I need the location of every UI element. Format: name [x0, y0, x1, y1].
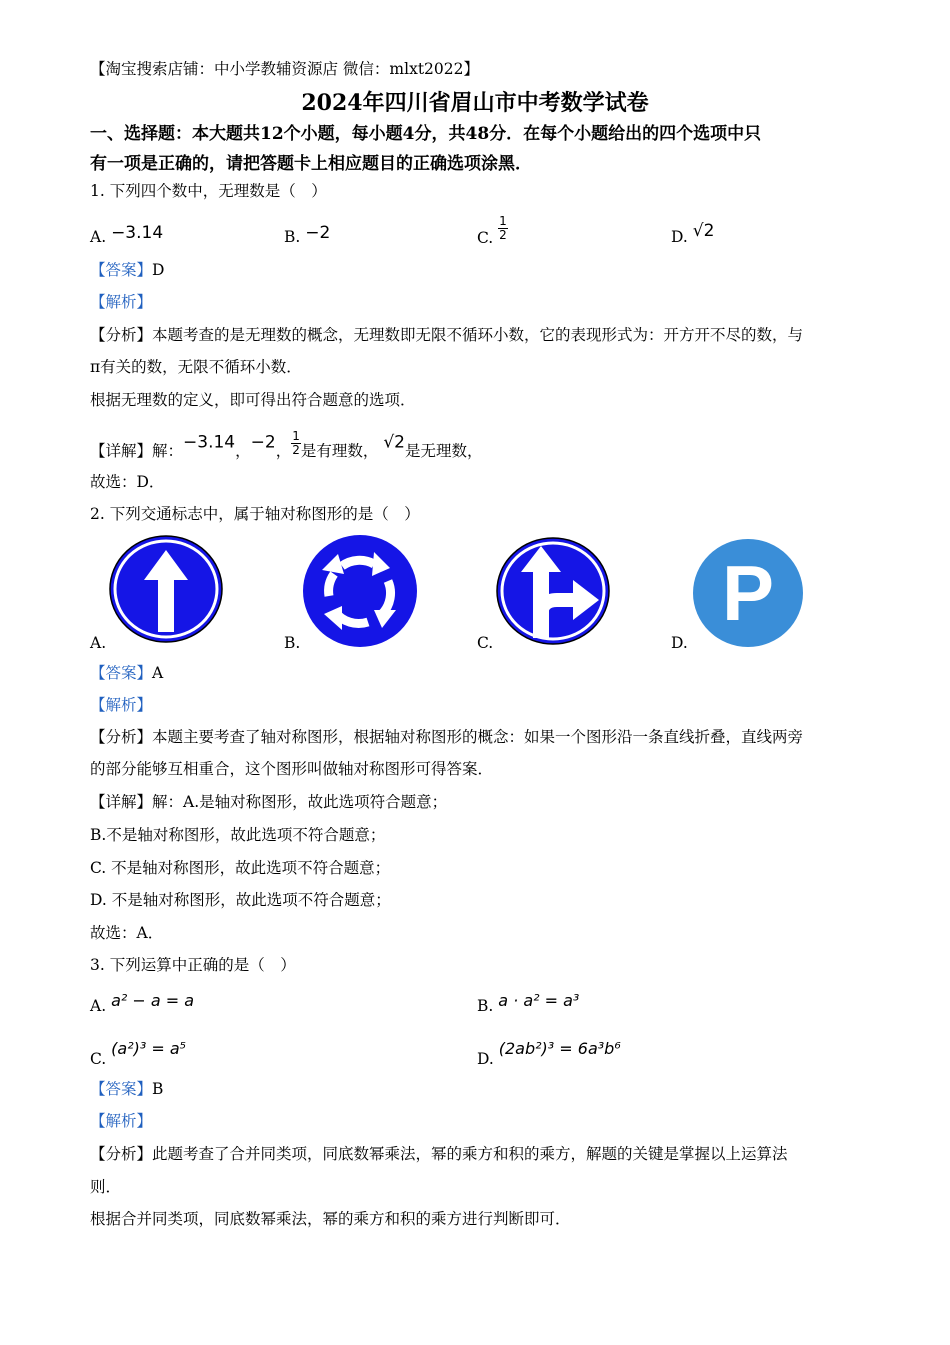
q3-fenxi-line2: 则．: [90, 1178, 122, 1196]
detail-value-2: −2: [250, 432, 276, 453]
option-expr: a² − a = a: [111, 991, 195, 1010]
fraction-numerator: 1: [292, 429, 300, 443]
option-expr: (a²)³ = a⁵: [111, 1039, 187, 1058]
sign-background: [303, 535, 417, 647]
option-value: √2: [692, 221, 715, 241]
fenxi-tag: 【分析】: [90, 326, 153, 344]
fraction: [498, 215, 508, 242]
q2-fenxi-line1: [90, 726, 803, 748]
detail-tag: 【详解】: [90, 441, 153, 460]
fraction-denominator: 2: [499, 228, 507, 242]
q2-option-a-label: A.: [90, 634, 107, 652]
q3-answer: [90, 1078, 163, 1100]
q3-fenxi-line3: 根据合并同类项，同底数幂乘法，幂的乘方和积的乘方进行判断即可．: [90, 1210, 571, 1228]
answer-value: D: [152, 261, 165, 279]
fraction-numerator: 1: [499, 214, 507, 228]
detail-tag: 【详解】: [90, 793, 153, 811]
answer-value: B: [152, 1080, 164, 1098]
q1-option-a: [90, 223, 164, 248]
q3-option-c: [90, 1039, 187, 1070]
option-expr: (2ab²)³ = 6a³b⁶: [498, 1039, 621, 1058]
q2-option-d-label: D.: [671, 634, 688, 652]
q2-choose: 故选：A．: [90, 924, 164, 942]
q1-option-d: [671, 221, 715, 248]
option-label: C.: [477, 228, 494, 247]
option-label: C.: [90, 1050, 107, 1068]
answer-tag: 【答案】: [90, 261, 153, 279]
option-label: D.: [671, 228, 688, 246]
detail-text: 解：A.是轴对称图形，故此选项符合题意；: [152, 793, 448, 811]
option-label: A.: [90, 228, 107, 246]
q1-fenxi-line1: [90, 324, 803, 346]
q1-option-b: [284, 223, 331, 248]
fenxi-tag: 【分析】: [90, 1145, 153, 1163]
option-value: −2: [305, 223, 331, 243]
straight-or-right-sign-icon: [495, 536, 611, 646]
q2-analysis-tag: 【解析】: [90, 696, 153, 714]
fenxi-text: 此题考查了合并同类项，同底数幂乘法，幂的乘方和积的乘方，解题的关键是掌握以上运算法: [152, 1145, 788, 1163]
q2-option-b-label: B.: [284, 634, 301, 652]
q2-stem: 2. 下列交通标志中，属于轴对称图形的是（ ）: [90, 505, 420, 523]
option-label: B.: [477, 997, 494, 1015]
fenxi-text: 本题考查的是无理数的概念，无理数即无限不循环小数，它的表现形式为：开方开不尽的数，与: [152, 326, 804, 344]
option-expr: a · a² = a³: [498, 991, 580, 1010]
sign-background: [497, 538, 609, 644]
section-heading-line1: 一、选择题：本大题共12个小题，每小题4分，共48分．在每个小题给出的四个选项中只: [90, 124, 762, 144]
parking-letter: P: [721, 549, 775, 637]
detail-prefix: 解：: [152, 441, 184, 460]
q1-stem: 1. 下列四个数中，无理数是（ ）: [90, 182, 327, 200]
q2-answer: [90, 662, 163, 684]
page-title: 2024年四川省眉山市中考数学试卷: [301, 90, 649, 116]
answer-tag: 【答案】: [90, 664, 153, 682]
q1-choose: 故选：D．: [90, 473, 165, 491]
q2-fenxi-line2: 的部分能够互相重合，这个图形叫做轴对称图形可得答案．: [90, 760, 494, 778]
detail-sep: ，: [235, 441, 251, 460]
parking-sign-icon: [692, 538, 804, 648]
option-label: A.: [90, 997, 107, 1015]
fenxi-tag: 【分析】: [90, 728, 153, 746]
answer-value: A: [152, 664, 164, 682]
q3-option-b: [477, 991, 580, 1017]
section-heading-line2: 有一项是正确的，请把答题卡上相应题目的正确选项涂黑．: [90, 154, 532, 174]
q1-answer: [90, 259, 164, 281]
detail-irrational: 是无理数，: [404, 441, 483, 460]
q1-analysis-tag: 【解析】: [90, 293, 153, 311]
q3-fenxi-line1: [90, 1143, 788, 1165]
q3-analysis-tag: 【解析】: [90, 1112, 153, 1130]
header-ad: 【淘宝搜索店铺：中小学教辅资源店 微信：mlxt2022】: [90, 60, 480, 78]
q2-detail-line2: B.不是轴对称图形，故此选项不符合题意；: [90, 826, 386, 844]
detail-sep: ，: [275, 441, 292, 460]
q1-fenxi-line3: 根据无理数的定义，即可得出符合题意的选项．: [90, 391, 416, 409]
fraction: [291, 430, 301, 457]
option-value: −3.14: [111, 223, 164, 243]
q1-fenxi-line2: π有关的数，无限不循环小数．: [90, 358, 302, 376]
answer-tag: 【答案】: [90, 1080, 153, 1098]
detail-value-1: −3.14: [183, 432, 236, 453]
fraction-denominator: 2: [292, 443, 300, 457]
detail-rational: 是有理数，: [300, 441, 379, 460]
q3-stem: 3. 下列运算中正确的是（ ）: [90, 956, 296, 974]
q2-detail-line4: D. 不是轴对称图形，故此选项不符合题意；: [90, 891, 391, 909]
detail-value-4: √2: [383, 432, 405, 453]
q3-option-d: [477, 1039, 621, 1070]
fenxi-text: 本题主要考查了轴对称图形，根据轴对称图形的概念：如果一个图形沿一条直线折叠，直线两旁: [152, 728, 804, 746]
q3-option-a: [90, 991, 195, 1017]
q1-option-c: [477, 214, 508, 247]
roundabout-sign-icon: [302, 534, 418, 648]
q2-option-c-label: C.: [477, 634, 494, 652]
option-label: B.: [284, 228, 301, 246]
straight-arrow-sign-icon: [108, 534, 224, 644]
q2-detail-line3: C. 不是轴对称图形，故此选项不符合题意；: [90, 859, 391, 877]
option-label: D.: [477, 1050, 494, 1068]
q1-detail: [90, 430, 483, 462]
q2-detail-line1: [90, 791, 447, 813]
